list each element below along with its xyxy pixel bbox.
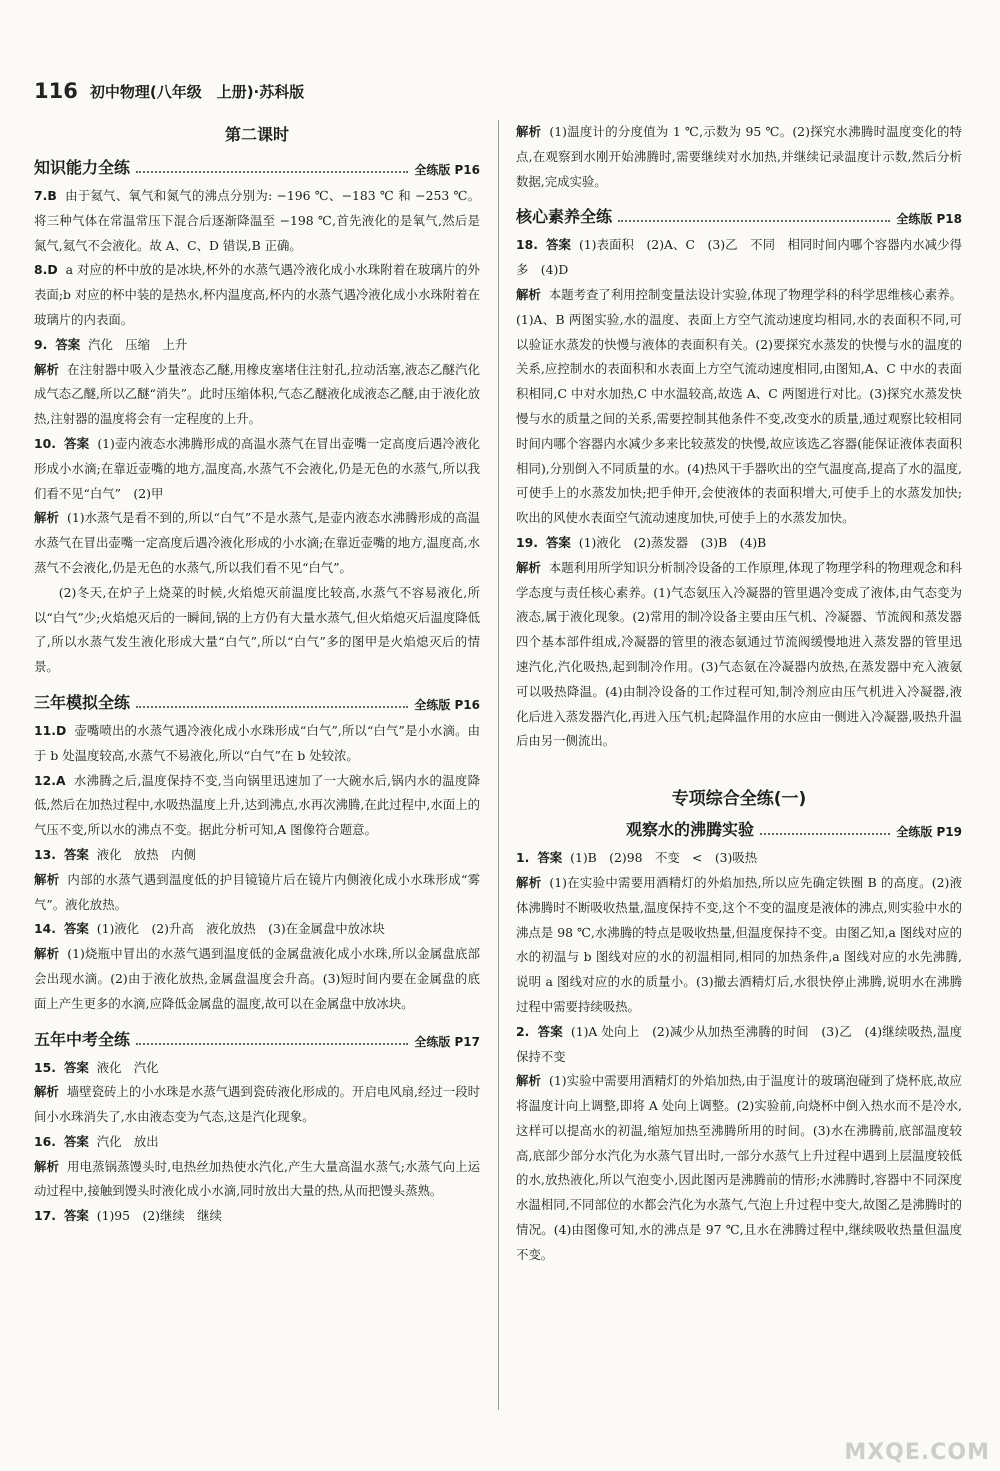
question-15-explain [34, 1080, 480, 1130]
explain-text: (1)水蒸气是看不到的,所以“白气”不是水蒸气,是壶内液态水沸腾形成的高温水蒸气在冒出壶嘴一定高度后遇冷液化形成的小水滴;在靠近壶嘴的地方,温度高,水蒸气不会液化,仍是无色的水蒸气,所以我们看不见“白气”。 [34, 510, 481, 575]
lesson-title: 第二课时 [224, 125, 289, 144]
question-10-answer [34, 432, 480, 506]
special-question-1-explain [516, 871, 962, 1020]
question-16-answer [34, 1130, 480, 1155]
section-header [516, 817, 962, 840]
question-number: 8.D [34, 262, 58, 278]
question-number: 13. [34, 846, 56, 862]
special-question-1-answer [516, 846, 962, 871]
section-header [516, 204, 962, 227]
special-question-2-answer [516, 1020, 962, 1070]
question-18-answer [516, 233, 962, 283]
answer-label: 答案 [537, 850, 563, 866]
question-number: 15. [34, 1059, 56, 1075]
dotted-leader [136, 171, 408, 173]
explain-label: 解析 [34, 361, 60, 377]
dotted-leader [136, 1043, 408, 1045]
section-name: 知识能力全练 [34, 158, 131, 177]
explain-text: 内部的水蒸气遇到温度低的护目镜镜片后在镜片内侧液化成小水珠形成“雾气”。液化放热。 [34, 871, 481, 912]
explain-text: 本题利用所学知识分析制冷设备的工作原理,体现了物理学科的物理观念和科学态度与责任核心素养。(1)气态氨压入冷凝器的管里遇冷变成了液体,由气态变为液态,属于液化现象。(2)常用的制冷设备主要由压气机、冷凝器、节流阀和蒸发器四个基本部件组成,冷凝器的管里的液态氨通过节流阀缓慢地进入蒸发器的管里迅速汽化,汽化吸热,起到制冷作用。(3)气态氨在冷凝器内放热,在蒸发器中充入液氨可以吸热降温。(4)由制冷设备的工作过程可知,制冷剂应由压气机进入冷凝器,液化后进入蒸发器汽化,再进入压气机;起降温作用的水应由一侧进入冷凝器,吸热升温后由另一侧流出。 [516, 559, 962, 749]
question-19-answer [516, 531, 962, 556]
page-header [34, 76, 304, 106]
question-9-explain [34, 358, 480, 432]
question-text: a 对应的杯中放的是冰块,杯外的水蒸气遇冷液化成小水珠附着在玻璃片的外表面;b 对应的杯中装的是热水,杯内温度高,杯内的水蒸气遇冷液化成小水珠附着在玻璃片的内表面。 [34, 262, 480, 327]
question-number: 19. [516, 534, 538, 550]
explain-label: 解析 [34, 510, 59, 526]
section-name: 观察水的沸腾实验 [626, 820, 755, 840]
left-column [34, 120, 480, 1229]
question-11 [34, 719, 480, 769]
answer-text: (1)A 处向上 (2)减少从加热至沸腾的时间 (3)乙 (4)继续吸热,温度保持不变 [516, 1023, 963, 1064]
answer-label: 答案 [63, 435, 90, 451]
question-12 [34, 769, 480, 843]
section-header [34, 690, 480, 713]
question-19-explain [516, 556, 962, 754]
answer-label: 答案 [55, 336, 81, 352]
section-name: 三年模拟全练 [34, 692, 131, 712]
answer-label: 答案 [537, 1023, 563, 1039]
book-title: 初中物理(八年级 上册)·苏科版 [89, 82, 305, 101]
explain-text: (1)烧瓶中冒出的水蒸气遇到温度低的金属盘液化成小水珠,所以金属盘底部会出现水滴。(2)由于液化放热,金属盘温度会升高。(3)短时间内要在金属盘的底面上产生更多的水滴,应降低金属盘的温度,故可以在金属盘中放冰块。 [34, 946, 480, 1011]
section-header [34, 1027, 480, 1050]
answer-text: (1)壶内液态水沸腾形成的高温水蒸气在冒出壶嘴一定高度后遇冷液化形成小水滴;在靠近壶嘴的地方,温度高,水蒸气不会液化,仍是无色的水蒸气,所以我们看不见“白气” (2)甲 [34, 435, 481, 501]
answer-text: 汽化 压缩 上升 [88, 336, 188, 352]
explain-text: (1)在实验中需要用酒精灯的外焰加热,所以应先确定铁圈 B 的高度。(2)液体沸腾时不断吸收热量,温度保持不变,这个不变的温度是液体的沸点,则实验中水的沸点是 98 ℃,水沸腾的特点是吸收热量,但温度保持不变。由图乙知,a 图线对应的水的初温与 b 图线对应的水的初温相同,相同的加热条件,a 图线对应的水先沸腾,说明 a 图线对应的水的质量小。(3)撤去酒精灯后,水很快停止沸腾,说明水在沸腾过程中需要持续吸热。 [516, 874, 962, 1014]
question-number: 10. [34, 435, 56, 451]
explain-label: 解析 [516, 874, 542, 890]
answer-label: 答案 [545, 534, 571, 550]
question-7 [34, 184, 480, 258]
question-14-explain [34, 942, 480, 1016]
answer-text: 汽化 放出 [96, 1133, 159, 1149]
explain-text: 本题考查了利用控制变量法设计实验,体现了物理学科的科学思维核心素养。(1)A、B 两图实验,水的温度、表面上方空气流动速度均相同,水的表面积不同,可以验证水蒸发的快慢与液体的表面积有关。(2)要探究水蒸发的快慢与水的温度的关系,应控制水的表面积和水表面上方空气流动速度相同,由图知,A、C 中水的表面积相同,C 中对水加热,C 中水温较高,故选 A、C 两图进行对比。(3)探究水蒸发快慢与水的质量之间的关系,需要控制其他条件不变,改变水的质量,通过观察比较相同时间内哪个容器内水减少多来比较蒸发的快慢,故应该选乙容器(能保证液体表面积相同),分别倒入不同质量的水。(4)热风干手器吹出的空气温度高,提高了水的温度,可使手上的水蒸发加快;把手伸开,会使液体的表面积增大,可使手上的水蒸发加快;吹出的风使水表面空气流动速度加快,可使手上的水蒸发加快。 [516, 286, 962, 526]
question-number: 2. [516, 1023, 530, 1039]
dotted-leader [618, 220, 890, 222]
section-ref: 全练版 P17 [414, 1034, 480, 1049]
question-number: 9. [34, 336, 48, 352]
dotted-leader [136, 706, 408, 708]
section-ref: 全练版 P18 [896, 212, 962, 227]
question-number: 1. [516, 850, 530, 866]
answer-text: (1)B (2)98 不变 < (3)吸热 [570, 850, 758, 866]
section-ref: 全练版 P19 [896, 825, 962, 840]
explain-label: 解析 [34, 1084, 59, 1100]
explain-text: (2)冬天,在炉子上烧菜的时候,火焰熄灭前温度比较高,水蒸气不容易液化,所以“白气”少;火焰熄灭后的一瞬间,锅的上方仍有大量水蒸气,但火焰熄灭后温度降低了,所以水蒸气发生液化形成大量“白气”,所以“白气”多的图甲是火焰熄灭后的情景。 [34, 584, 481, 675]
dotted-leader [760, 833, 890, 835]
question-18-explain [516, 283, 962, 531]
answer-text: (1)95 (2)继续 继续 [96, 1208, 222, 1224]
question-number: 16. [34, 1133, 56, 1149]
question-number: 11.D [34, 722, 67, 738]
column-divider [498, 120, 499, 1410]
explain-label: 解析 [34, 946, 60, 962]
watermark: MXQE.COM [844, 1440, 990, 1465]
explain-text: 用电蒸锅蒸馒头时,电热丝加热使水汽化,产生大量高温水蒸气;水蒸气向上运动过程中,接触到馒头时液化成小水滴,同时放出大量的热,从而把馒头蒸熟。 [34, 1158, 480, 1199]
answer-text: 液化 放热 内侧 [96, 846, 196, 862]
explain-label: 解析 [34, 871, 60, 887]
section-ref: 全练版 P16 [414, 163, 480, 177]
question-number: 12.A [34, 772, 66, 788]
question-10-explain [34, 506, 480, 580]
explain-label: 解析 [34, 1158, 60, 1174]
explain-text: 在注射器中吸入少量液态乙醚,用橡皮塞堵住注射孔,拉动活塞,液态乙醚汽化成气态乙醚,所以乙醚“消失”。此时压缩体积,气态乙醚液化成液态乙醚,由于液化放热,注射器的温度将会有一定程度的上升。 [34, 361, 480, 427]
question-number: 7.B [34, 188, 57, 203]
explain-text: 墙壁瓷砖上的小水珠是水蒸气遇到瓷砖液化形成的。开启电风扇,经过一段时间小水珠消失了,水由液态变为气态,这是汽化现象。 [34, 1084, 480, 1125]
question-14-answer [34, 917, 480, 942]
answer-label: 答案 [63, 1208, 89, 1224]
explain-text: (1)温度计的分度值为 1 ℃,示数为 95 ℃。(2)探究水沸腾时温度变化的特点,在观察到水刚开始沸腾时,需要继续对水加热,并继续记录温度计示数,然后分析数据,完成实验。 [516, 124, 963, 189]
special-question-2-explain [516, 1069, 962, 1267]
question-15-answer [34, 1056, 480, 1081]
section-name: 五年中考全练 [34, 1029, 131, 1049]
section-ref: 全练版 P16 [414, 697, 480, 712]
special-section-title: 专项综合全练(一) [671, 789, 807, 810]
answer-label: 答案 [63, 846, 89, 862]
right-column [516, 120, 962, 1268]
answer-label: 答案 [63, 1133, 89, 1149]
answer-label: 答案 [63, 921, 89, 937]
question-13-answer [34, 843, 480, 868]
question-text: 壶嘴喷出的水蒸气遇冷液化成小水珠形成“白气”,所以“白气”是小水滴。由于 b 处温度较高,水蒸气不易液化,所以“白气”在 b 处较浓。 [34, 722, 480, 763]
explain-text: (1)实验中需要用酒精灯的外焰加热,由于温度计的玻璃泡碰到了烧杯底,故应将温度计向上调整,即将 A 处向上调整。(2)实验前,向烧杯中倒入热水而不是冷水,这样可以提高水的初温,缩短加热至沸腾所用的时间。(3)水在沸腾前,底部温度较高,底部少部分水汽化为水蒸气冒出时,一部分水蒸气上升过程中遇到上层温度较低的水,放热液化,所以气泡变小,因此图丙是沸腾前的情形;水沸腾时,容器中不同深度水温相同,不同部位的水都会汽化为水蒸气,气泡上升过程中变大,故图乙是沸腾时的情况。(4)由图像可知,水的沸点是 97 ℃,且水在沸腾过程中,继续吸收热量但温度不变。 [516, 1073, 962, 1262]
page-number: 116 [34, 79, 78, 103]
section-name: 核心素养全练 [516, 207, 613, 227]
answer-text: 液化 汽化 [96, 1059, 159, 1075]
explain-label: 解析 [516, 286, 541, 302]
question-9-answer [34, 333, 480, 358]
explain-label: 解析 [516, 559, 541, 575]
question-10-explain-2 [34, 581, 480, 680]
question-8 [34, 258, 480, 332]
question-number: 17. [34, 1208, 56, 1224]
question-text: 水沸腾之后,温度保持不变,当向锅里迅速加了一大碗水后,锅内水的温度降低,然后在加热过程中,水吸热温度上升,达到沸点,水再次沸腾,在此过程中,水面上的气压不变,所以水的沸点不变。据此分析可知,A 图像符合题意。 [34, 772, 480, 838]
question-number: 14. [34, 921, 56, 937]
question-13-explain [34, 868, 480, 918]
section-header [34, 155, 480, 178]
question-16-explain [34, 1155, 480, 1205]
explain-label: 解析 [516, 1073, 541, 1089]
answer-label: 答案 [545, 237, 571, 253]
question-17-answer [34, 1204, 480, 1229]
answer-text: (1)液化 (2)升高 液化放热 (3)在金属盘中放冰块 [96, 921, 385, 937]
answer-text: (1)液化 (2)蒸发器 (3)B (4)B [578, 534, 767, 550]
answer-label: 答案 [63, 1059, 89, 1075]
explain-label: 解析 [516, 124, 542, 139]
question-17-explain [516, 120, 962, 194]
answer-text: (1)表面积 (2)A、C (3)乙 不同 相同时间内哪个容器内水减少得多 (4)D [516, 237, 962, 278]
question-text: 由于氦气、氧气和氮气的沸点分别为: −196 ℃、−183 ℃ 和 −253 ℃。将三种气体在常温常压下混合后逐渐降温至 −198 ℃,首先液化的是氧气,然后是氮气,氦气不会液化。故 A、C、D 错误,B 正确。 [34, 188, 480, 253]
question-number: 18. [516, 237, 538, 253]
